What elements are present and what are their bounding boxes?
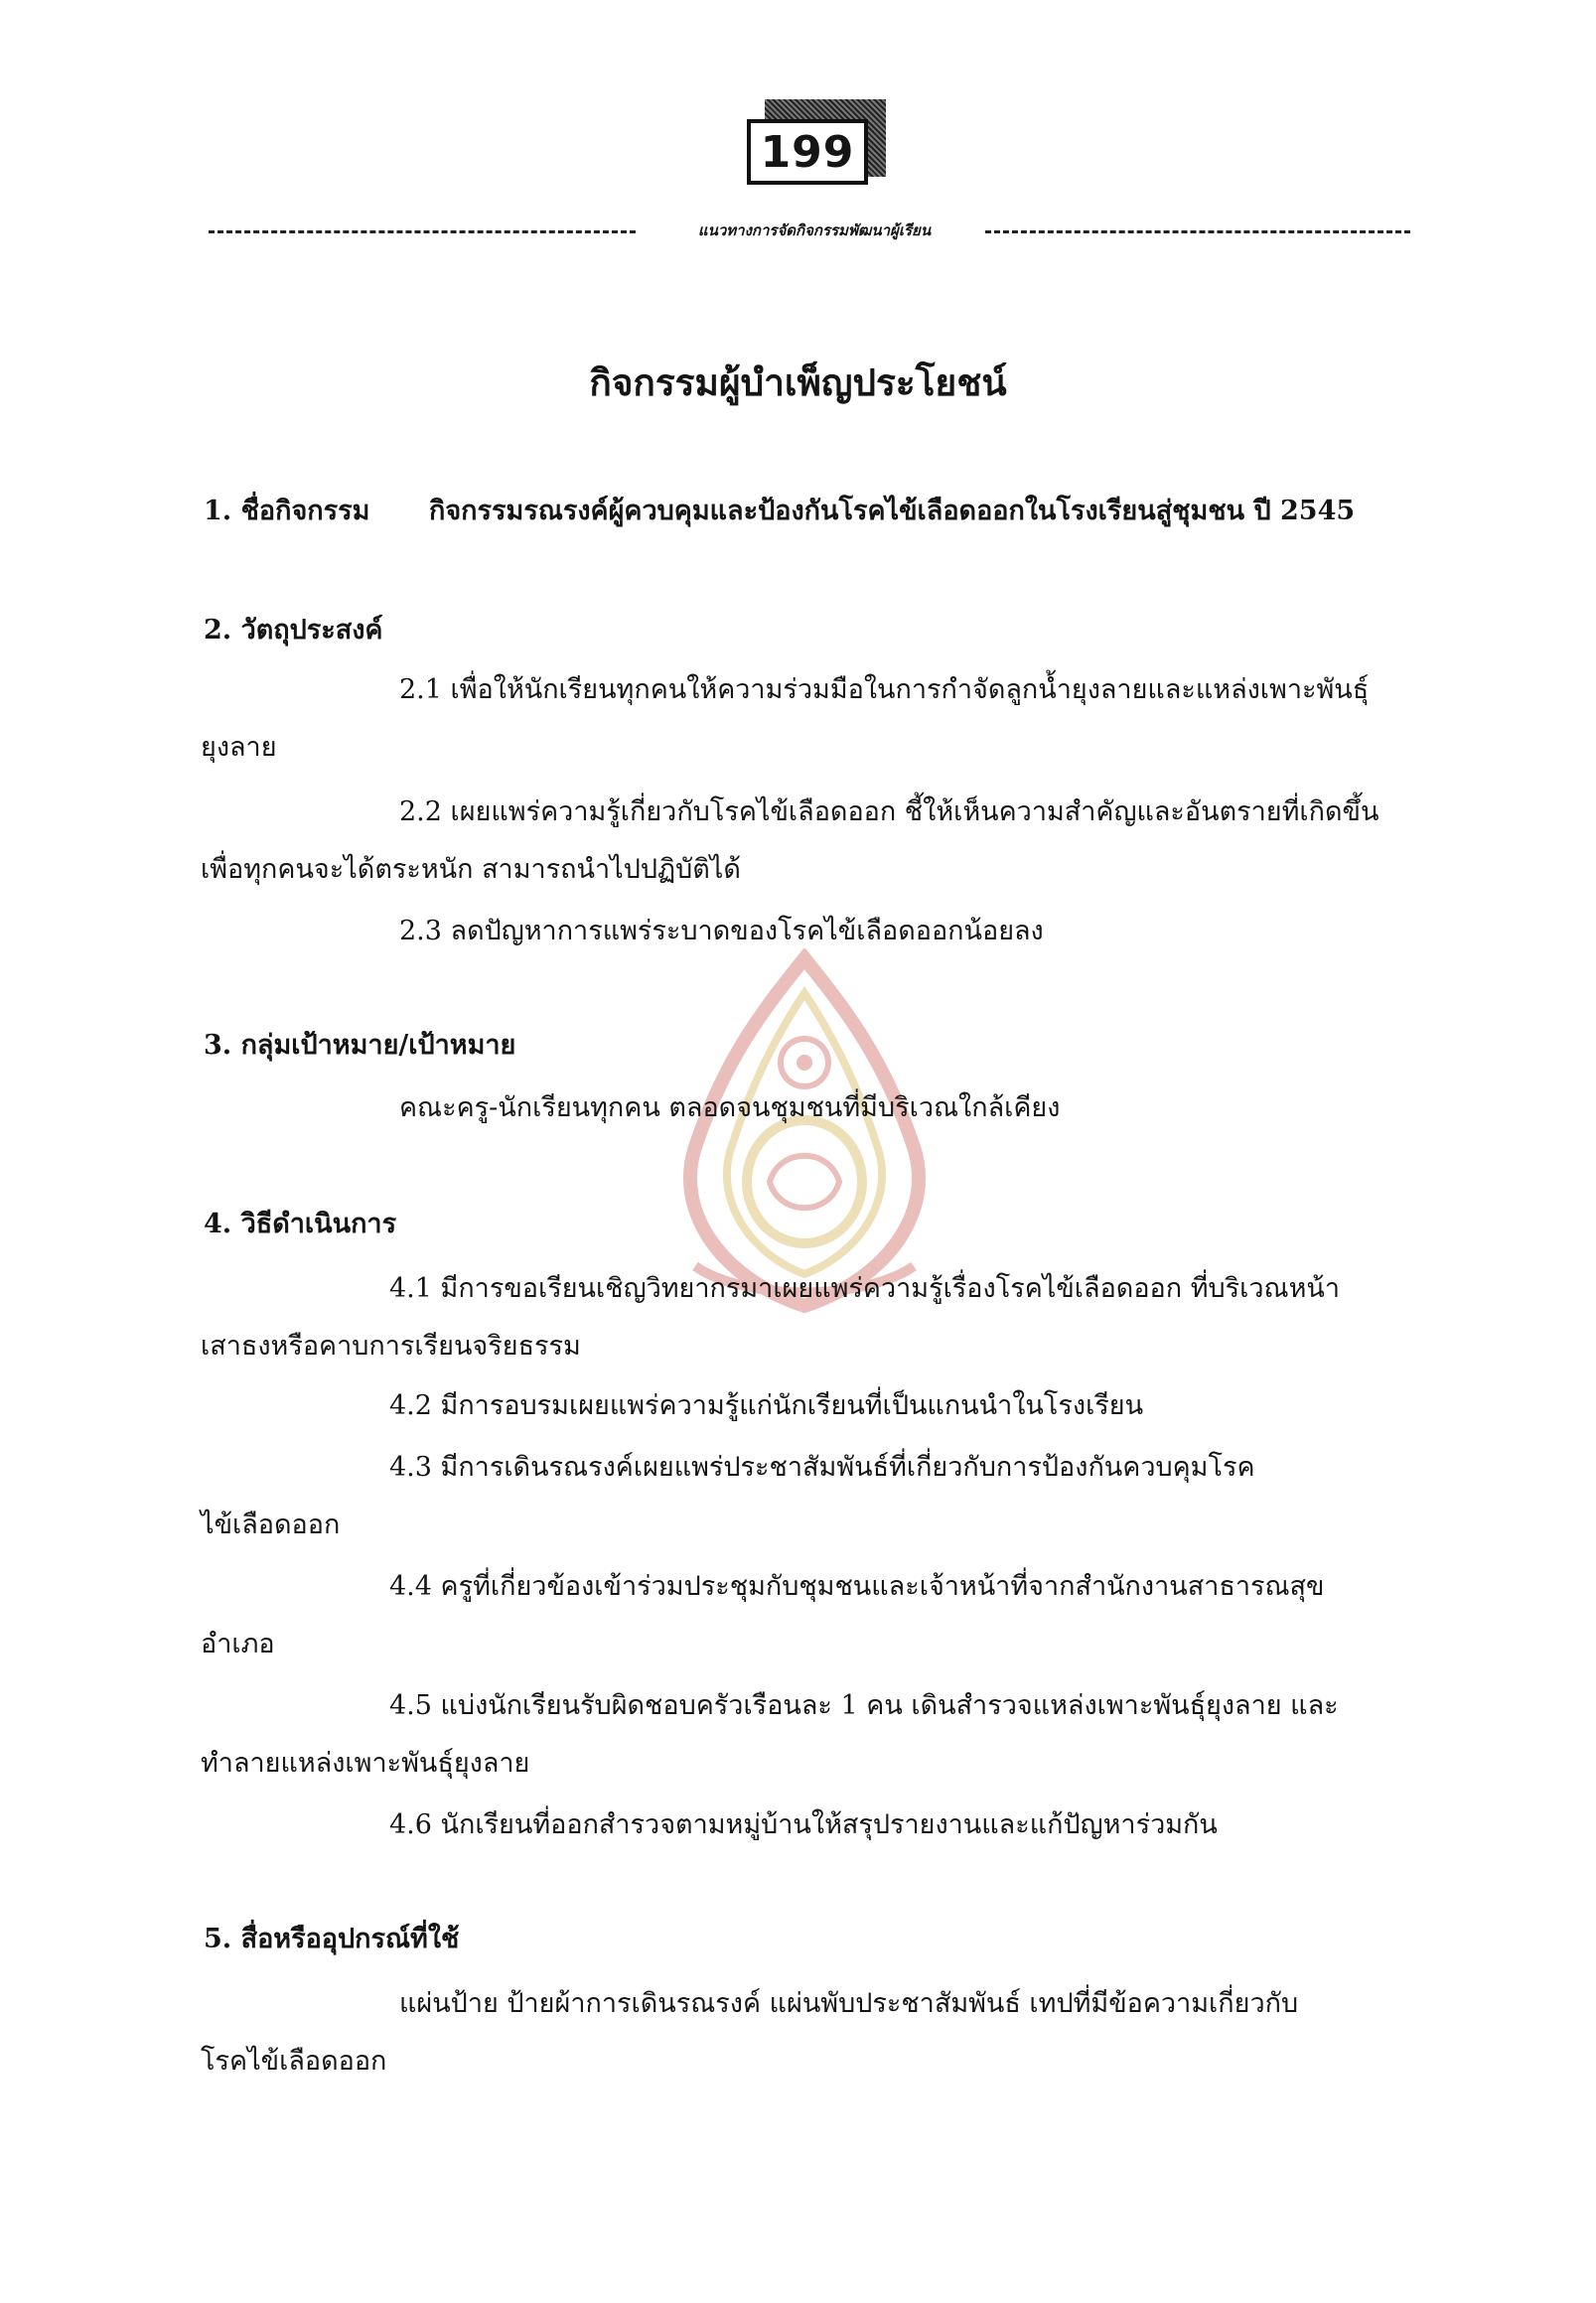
- header-rule-left: [209, 230, 636, 233]
- section-4-item-5: 4.5 แบ่งนักเรียนรับผิดชอบครัวเรือนละ 1 คน เดินสำรวจแหล่งเพาะพันธุ์ยุงลาย และ: [389, 1690, 1339, 1721]
- section-5-label: 5. สื่อหรืออุปกรณ์ที่ใช้: [204, 1924, 460, 1954]
- section-4-item-2: 4.2 มีการอบรมเผยแพร่ความรู้แก่นักเรียนที่เป็นแกนนำในโรงเรียน: [389, 1390, 1144, 1421]
- section-4-label: 4. วิธีดำเนินการ: [204, 1209, 397, 1239]
- section-5-text: แผ่นป้าย ป้ายผ้าการเดินรณรงค์ แผ่นพับประชาสัมพันธ์ เทปที่มีข้อความเกี่ยวกับ: [399, 1988, 1299, 2019]
- ministry-emblem-watermark-icon: [655, 948, 953, 1316]
- section-1-label: 1. ชื่อกิจกรรม: [204, 496, 370, 526]
- page-number: 199: [747, 119, 868, 185]
- section-3-text: คณะครู-นักเรียนทุกคน ตลอดจนชุมชนที่มีบริเวณใกล้เคียง: [399, 1092, 1061, 1123]
- header-rule-right: [985, 230, 1410, 233]
- section-2-item-2: 2.2 เผยแพร่ความรู้เกี่ยวกับโรคไข้เลือดออก ชี้ให้เห็นความสำคัญและอันตรายที่เกิดขึ้น: [399, 796, 1379, 827]
- section-5-text-cont: โรคไข้เลือดออก: [201, 2046, 387, 2077]
- section-4-item-1: 4.1 มีการขอเรียนเชิญวิทยากรมาเผยแพร่ความรู้เรื่องโรคไข้เลือดออก ที่บริเวณหน้า: [389, 1273, 1340, 1304]
- section-3-label: 3. กลุ่มเป้าหมาย/เป้าหมาย: [204, 1030, 516, 1061]
- section-4-item-4: 4.4 ครูที่เกี่ยวข้องเข้าร่วมประชุมกับชุมชนและเจ้าหน้าที่จากสำนักงานสาธารณสุข: [389, 1571, 1325, 1602]
- section-2-item-2-cont: เพื่อทุกคนจะได้ตระหนัก สามารถนำไปปฏิบัติได้: [201, 854, 741, 885]
- section-4-item-4-cont: อำเภอ: [201, 1629, 275, 1659]
- section-1-value: กิจกรรมรณรงค์ผู้ควบคุมและป้องกันโรคไข้เลือดออกในโรงเรียนสู่ชุมชน ปี 2545: [429, 496, 1356, 526]
- section-4-item-3-cont: ไข้เลือดออก: [201, 1510, 341, 1540]
- section-4-item-6: 4.6 นักเรียนที่ออกสำรวจตามหมู่บ้านให้สรุปรายงานและแก้ปัญหาร่วมกัน: [389, 1809, 1218, 1840]
- section-2-item-1: 2.1 เพื่อให้นักเรียนทุกคนให้ความร่วมมือในการกำจัดลูกน้ำยุงลายและแหล่งเพาะพันธุ์: [399, 674, 1370, 705]
- section-4-item-3: 4.3 มีการเดินรณรงค์เผยแพร่ประชาสัมพันธ์ที่เกี่ยวกับการป้องกันควบคุมโรค: [389, 1452, 1255, 1483]
- section-2-label: 2. วัตถุประสงค์: [204, 615, 383, 646]
- section-4-item-1-cont: เสาธงหรือคาบการเรียนจริยธรรม: [201, 1331, 581, 1362]
- section-2-item-3: 2.3 ลดปัญหาการแพร่ระบาดของโรคไข้เลือดออกน้อยลง: [399, 916, 1044, 946]
- section-4-item-5-cont: ทำลายแหล่งเพาะพันธุ์ยุงลาย: [201, 1748, 530, 1779]
- section-2-item-1-cont: ยุงลาย: [201, 732, 277, 763]
- page-title: กิจกรรมผู้บำเพ็ญประโยชน์: [589, 360, 1007, 404]
- running-title: แนวทางการจัดกิจกรรมพัฒนาผู้เรียน: [697, 221, 932, 239]
